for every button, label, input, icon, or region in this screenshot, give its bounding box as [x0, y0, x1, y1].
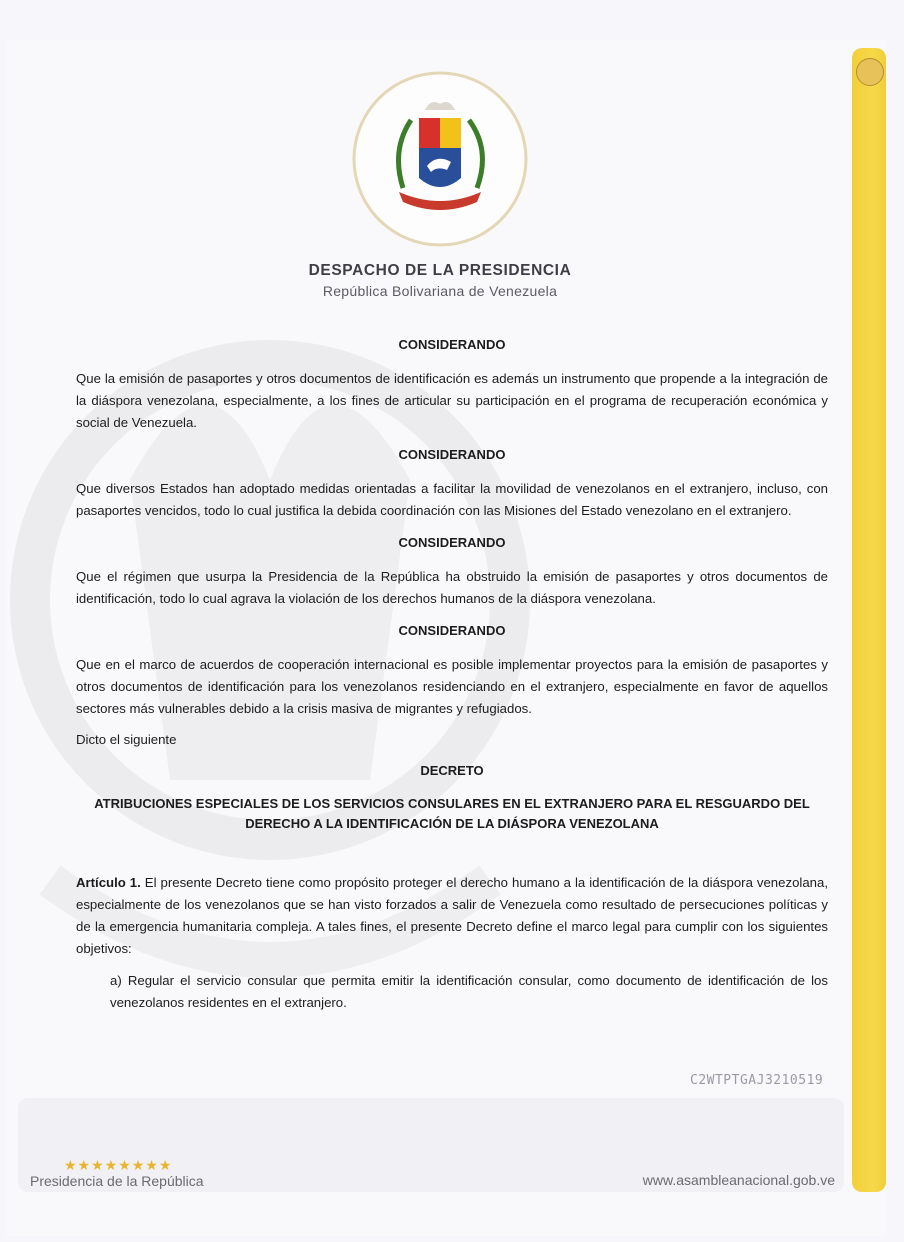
considerando-text: Que diversos Estados han adoptado medidas orientadas a facilitar la movilidad de venezolanos en el extranjero, incluso, con pasaportes vencidos, todo lo cual justifica la debida coordinación con las Misiones del Estado venezolano en el extranjero.	[76, 481, 828, 518]
considerando-text: Que el régimen que usurpa la Presidencia de la República ha obstruido la emisión de pasaportes y otros documentos de identificación, todo lo cual agrava la violación de los derechos humanos de la diáspora venezolana.	[76, 569, 828, 606]
decreto-title-line2: DERECHO A LA IDENTIFICACIÓN DE LA DIÁSPORA VENEZOLANA	[245, 816, 659, 831]
article-1	[76, 872, 828, 960]
coat-of-arms-seal	[351, 70, 529, 248]
document-body	[76, 334, 828, 1014]
considerando-heading: CONSIDERANDO	[398, 447, 506, 462]
considerando-heading: CONSIDERANDO	[398, 535, 506, 550]
article-1-label: Artículo 1.	[76, 875, 141, 890]
document-code: C2WTPTGAJ3210519	[690, 1073, 824, 1088]
considerando-heading: CONSIDERANDO	[398, 623, 506, 638]
dicto-line: Dicto el siguiente	[76, 732, 177, 747]
decreto-title-line1: ATRIBUCIONES ESPECIALES DE LOS SERVICIOS CONSULARES EN EL EXTRANJERO PARA EL RESGUARDO DEL	[94, 796, 810, 811]
article-1-item-a: a) Regular el servicio consular que permita emitir la identificación consular, como documento de identificación de los venezolanos residentes en el extranjero.	[110, 973, 828, 1010]
stars-icon: ★★★★★★★★	[64, 1157, 173, 1173]
shield-icon	[419, 118, 461, 187]
small-seal-icon	[856, 58, 884, 86]
office-title: DESPACHO DE LA PRESIDENCIA	[308, 262, 572, 279]
footer-presidencia: Presidencia de la República	[30, 1173, 204, 1189]
country-subtitle: República Bolivariana de Venezuela	[322, 283, 558, 299]
article-1-text: El presente Decreto tiene como propósito proteger el derecho humano a la identificación de la diáspora venezolana, especialmente de los venezolanos que se han visto forzados a salir de Venezuela como resultado de persecuciones políticas y de la emergencia humanitaria compleja. A tales fines, el presente Decreto define el marco legal para cumplir con los siguientes objetivos:	[76, 875, 829, 956]
decreto-heading: DECRETO	[420, 763, 484, 778]
decreto-title	[76, 794, 828, 834]
footer-website-link[interactable]: www.asambleanacional.gob.ve	[642, 1172, 835, 1188]
considerando-heading: CONSIDERANDO	[398, 337, 506, 352]
considerando-text: Que en el marco de acuerdos de cooperación internacional es posible implementar proyectos para la emisión de pasaportes y otros documentos de identificación para los venezolanos residenciando en el extranjero, especialmente en favor de aquellos sectores más vulnerables debido a la crisis masiva de migrantes y refugiados.	[76, 657, 828, 716]
gold-side-strip	[852, 48, 886, 1192]
considerando-text: Que la emisión de pasaportes y otros documentos de identificación es además un instrumento que propende a la integración de la diáspora venezolana, especialmente, a los fines de articular su participación en el programa de recuperación económica y social de Venezuela.	[76, 371, 828, 430]
